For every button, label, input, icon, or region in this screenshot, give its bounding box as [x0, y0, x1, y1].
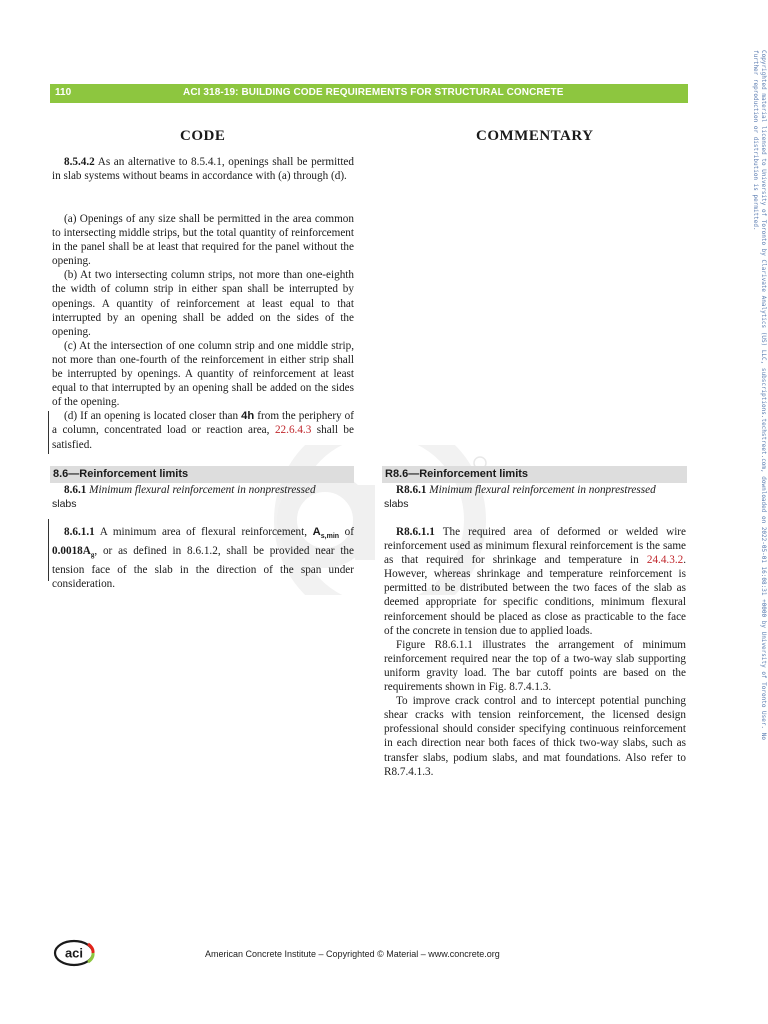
- item-c: (c) At the intersection of one column strip and one middle strip, not more than one-fourth of the reinforcement in either strip shall be interrupted by openings. A quantity of reinforcement at least equal to that interrupted by an opening shall be added on the sides of the opening.: [52, 339, 354, 409]
- reference-link[interactable]: 22.6.4.3: [274, 424, 312, 437]
- section-number: 8.5.4.2: [64, 156, 95, 168]
- code-section-band: [50, 466, 354, 483]
- aci-logo: [52, 938, 98, 968]
- section-r8-6-heading: R8.6—Reinforcement limits: [385, 468, 529, 480]
- section-8-6-1-1: 8.6.1.1 A minimum area of flexural reinforcement, $A_{s,min}$ of $0.0018A_g$, or as defined in 8.6.1.2, shall be provided near the tension face of the slab in the direction of the span under consideration.: [52, 526, 354, 590]
- copyright-side-note: Copyrighted material licensed to University of Toronto by Clarivate Analytics (US) LLC, subscriptions.techstreet.com, downloaded on 2022-05-01 16:08:31 +0000 by University of Toronto User. No further reproduction or distribution is permitted.: [752, 50, 767, 740]
- header-title: ACI 318-19: BUILDING CODE REQUIREMENTS FOR STRUCTURAL CONCRETE: [183, 87, 564, 98]
- commentary-column-heading: COMMENTARY: [476, 128, 594, 144]
- section-8-6-1-heading: 8.6.1 Minimum flexural reinforcement in nonprestressed slabs: [52, 484, 316, 510]
- commentary-paragraph-2: Figure R8.6.1.1 illustrates the arrangement of minimum reinforcement required near the top of a two-way slab supporting uniform gravity load. The bar cutoff points are based on the requirements shown in Fig. 8.7.4.1.3.: [384, 638, 686, 694]
- section-r8-6-1-heading: R8.6.1 Minimum flexural reinforcement in nonprestressed slabs: [384, 484, 656, 510]
- commentary-section-band: [382, 466, 687, 483]
- page-header-bar: [50, 84, 688, 103]
- footer-text: American Concrete Institute – Copyrighted © Material – www.concrete.org: [205, 949, 500, 959]
- section-r8-6-1-1: R8.6.1.1 The required area of deformed or welded wire reinforcement used as minimum flexural reinforcement is the same as that required for shrinkage and temperature in 24.4.3.2. However, whereas shrinkage and temperature reinforcement is permitted to be distributed between the two faces of the slab as deemed appropriate for specific conditions, minimum flexural reinforcement should be placed as close as practicable to the face of the concrete in tension due to applied loads. Figure R8.6.1.1 illustrates the arrangement of minimum reinforcement required near the top of a two-way slab supporting uniform gravity load. The bar cutoff points are based on the requirements shown in Fig. 8.7.4.1.3. To improve crack control and to intercept potential punching shear cracks with tension reinforcement, the licensed design professional should consider specifying continuous reinforcement in each direction near both faces of thick two-way slabs, such as transfer slabs, podium slabs, and mat foundations. Also refer to R8.7.4.1.3.: [384, 526, 686, 778]
- change-bar: [48, 519, 49, 581]
- item-b: (b) At two intersecting column strips, not more than one-eighth the width of column strip in either span shall be interrupted by openings. A quantity of reinforcement at least equal to that interrupted by an opening shall be added on the sides of the opening.: [52, 269, 354, 338]
- section-text: As an alternative to 8.5.4.1, openings shall be permitted in slab systems without beams in accordance with (a) through (d).: [52, 156, 354, 183]
- reference-link[interactable]: 24.4.3.2: [646, 554, 684, 567]
- section-8-6-heading: 8.6—Reinforcement limits: [53, 468, 189, 480]
- opening-items: [52, 212, 354, 452]
- commentary-paragraph-3: To improve crack control and to intercept potential punching shear cracks with tension reinforcement, the licensed design professional should consider specifying continuous reinforcement in each direction near both faces of thick two-way slabs, such as transfer slabs, podium slabs, and mat foundations. Also refer to R8.7.4.1.3.: [384, 695, 686, 778]
- code-column-heading: CODE: [180, 128, 226, 144]
- page-number: 110: [55, 87, 72, 98]
- section-8-5-4-2: [52, 155, 354, 183]
- item-d: (d) If an opening is located closer than 4h from the periphery of a column, concentrated load or reaction area, 22.6.4.3 shall be satisfied.: [52, 410, 354, 451]
- change-bar: [48, 411, 49, 454]
- aci-logo-text: aci: [64, 945, 84, 961]
- item-a: (a) Openings of any size shall be permitted in the area common to intersecting middle strips, but the total quantity of reinforcement in the panel shall be at least that required for the panel without the opening.: [52, 213, 354, 268]
